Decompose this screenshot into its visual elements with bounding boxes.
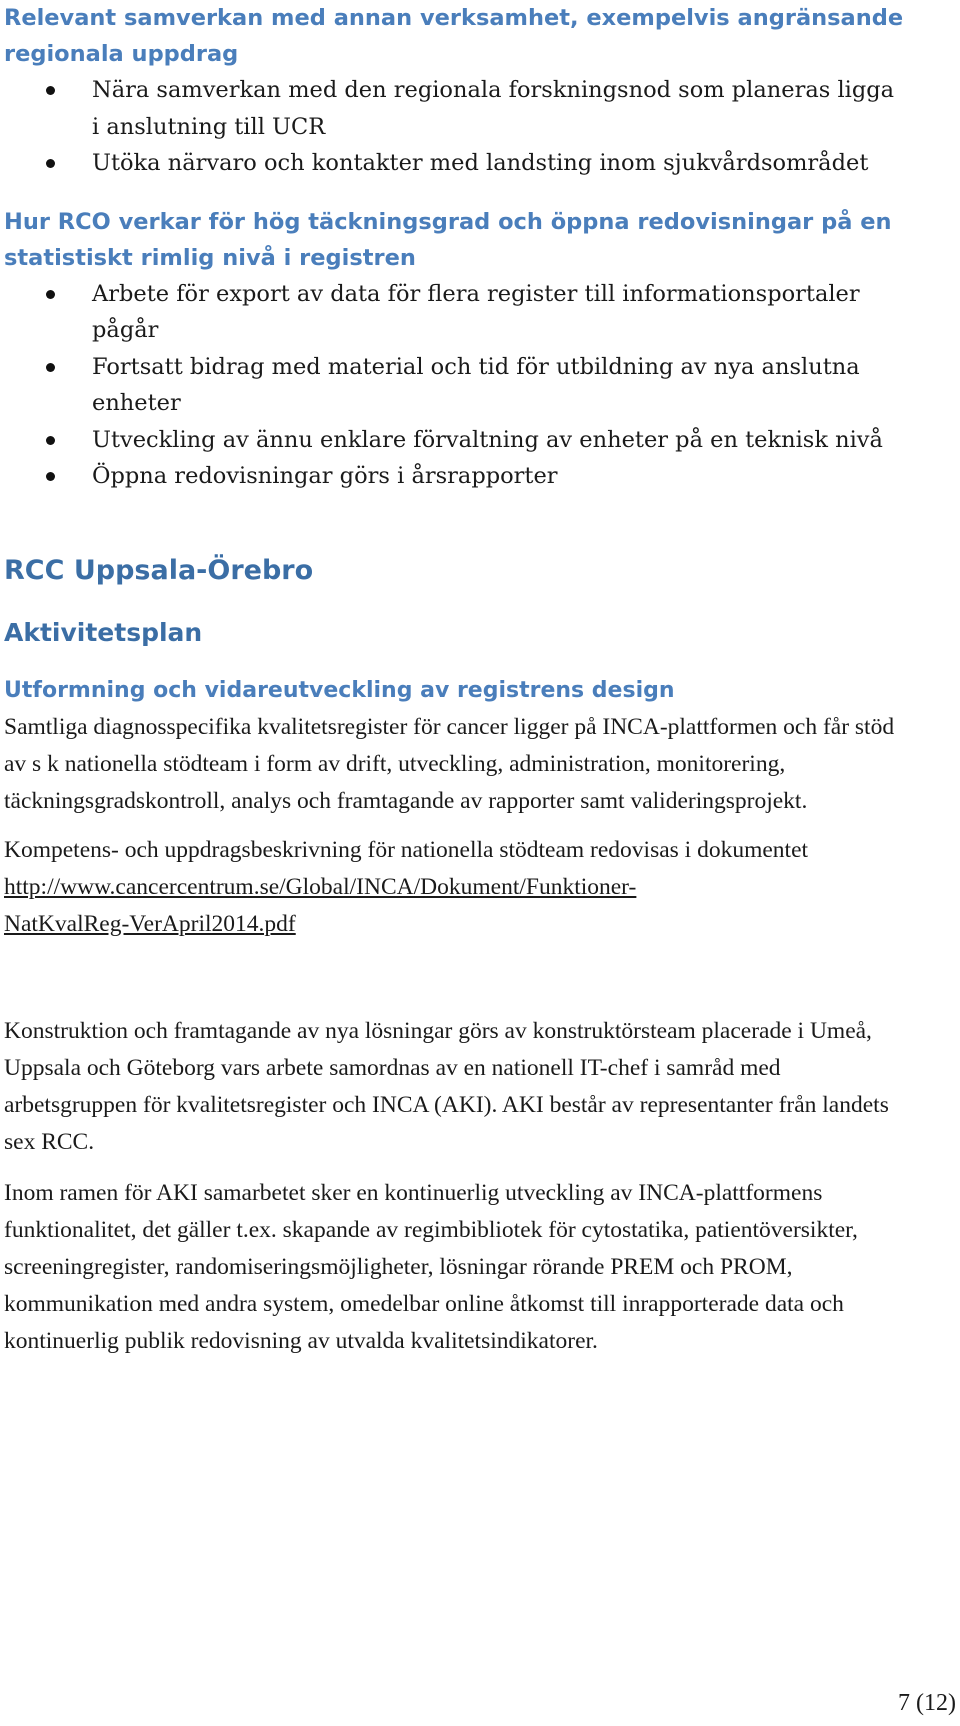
design-heading: Utformning och vidareutveckling av registrens design: [4, 677, 675, 703]
page-number: 7 (12): [898, 1690, 956, 1716]
document-link[interactable]: http://www.cancercentrum.se/Global/INCA/Dokument/Funktioner- NatKvalReg-VerApril2014.pdf: [4, 873, 637, 937]
list-item: Nära samverkan med den regionala forskningsnod som planeras ligga i anslutning till UCR: [4, 72, 904, 145]
section-heading-samverkan: Relevant samverkan med annan verksamhet, exempelvis angränsande regionala uppdrag: [4, 5, 904, 67]
list-item: Öppna redovisningar görs i årsrapporter: [4, 458, 904, 495]
page-title: RCC Uppsala-Örebro: [4, 554, 314, 586]
paragraph-aki: Inom ramen för AKI samarbetet sker en kontinuerlig utveckling av INCA-plattformens funktionalitet, det gäller t.ex. skapande av regimbibliotek för cytostatika, patientöversikter, screeningregister, randomiseringsmöjligheter, lösningar rörande PREM och PROM, kommunikation med andra system, omedelbar online åtkomst till inrapporterade data och kontinuerlig publik redovisning av utvalda kvalitetsindikatorer.: [4, 1179, 858, 1354]
bullet-icon: [46, 86, 55, 95]
bullet-icon: [46, 472, 55, 481]
section-heading-tackningsgrad: Hur RCO verkar för hög täckningsgrad och öppna redovisningar på en statistiskt rimlig nivå i registren: [4, 208, 892, 271]
list-item: Arbete för export av data för flera register till informationsportaler pågår: [4, 276, 904, 349]
document-page: [4, 0, 904, 1360]
list-item: Fortsatt bidrag med material och tid för utbildning av nya anslutna enheter: [4, 349, 904, 422]
bullet-icon: [46, 159, 55, 168]
bullet-list-tackningsgrad: [4, 276, 904, 495]
bullet-icon: [46, 436, 55, 445]
list-item: Utöka närvaro och kontakter med landsting inom sjukvårdsområdet: [4, 145, 904, 182]
paragraph-kompetens: Kompetens- och uppdragsbeskrivning för nationella stödteam redovisas i dokumentet: [4, 836, 809, 863]
activity-plan-heading: Aktivitetsplan: [4, 617, 203, 647]
paragraph-konstruktion: Konstruktion och framtagande av nya lösningar görs av konstruktörsteam placerade i Umeå, Uppsala och Göteborg vars arbete samordnas av en nationell IT-chef i samråd med arbetsgruppen för kvalitetsregister och INCA (AKI). AKI består av representanter från landets sex RCC.: [4, 1017, 889, 1155]
paragraph-samtliga: Samtliga diagnosspecifika kvalitetsregister för cancer ligger på INCA-plattformen och får stöd av s k nationella stödteam i form av drift, utveckling, administration, monitorering, täckningsgradskontroll, analys och framtagande av rapporter samt valideringsprojekt.: [4, 713, 895, 814]
bullet-icon: [46, 290, 55, 299]
bullet-list-samverkan: [4, 72, 904, 182]
list-item: Utveckling av ännu enklare förvaltning av enheter på en teknisk nivå: [4, 422, 904, 459]
bullet-icon: [46, 363, 55, 372]
